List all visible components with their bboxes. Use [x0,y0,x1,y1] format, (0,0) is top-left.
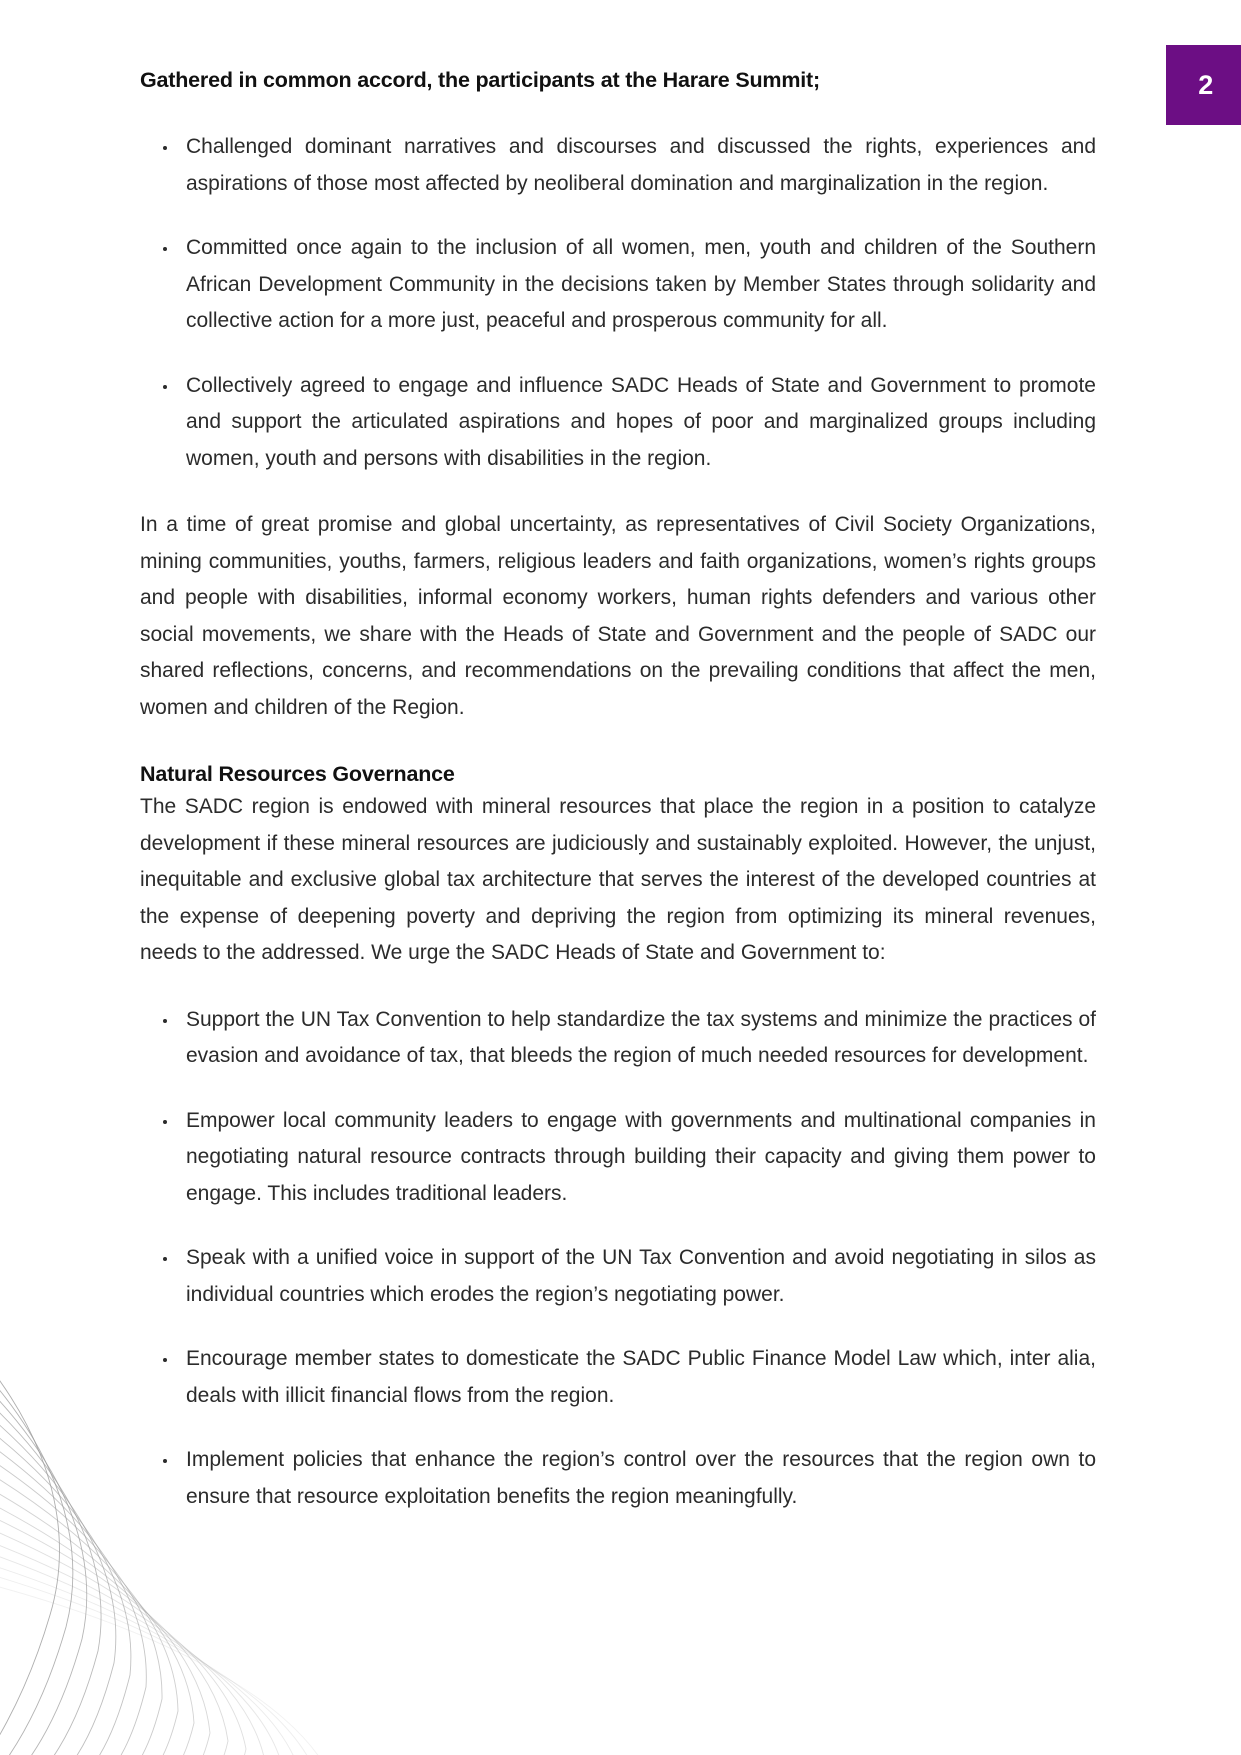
list-item [140,129,1096,202]
bullet-dot-icon [163,1358,167,1362]
list-item [140,368,1096,478]
section-heading-natural-resources-governance: Natural Resources Governance [140,762,455,786]
list-item [140,1002,1096,1075]
list-item-text: Implement policies that enhance the region’s control over the resources that the region own to ensure that resource exploitation benefits the region meaningfully. [186,1448,1096,1508]
bullet-dot-icon [163,1120,167,1124]
list-item [140,1341,1096,1414]
list-item-text: Speak with a unified voice in support of the UN Tax Convention and avoid negotiating in silos as individual countries which erodes the region’s negotiating power. [186,1246,1096,1306]
list-item [140,1240,1096,1313]
bullet-dot-icon [163,385,167,389]
intro-paragraph: In a time of great promise and global uncertainty, as representatives of Civil Society Organizations, mining communities, youths, farmers, religious leaders and faith organizations, women’s rights groups and people with disabilities, informal economy workers, human rights defenders and various other social movements, we share with the Heads of State and Government and the people of SADC our shared reflections, concerns, and recommendations on the prevailing conditions that affect the men, women and children of the Region. [140,513,1096,719]
bullet-dot-icon [163,1019,167,1023]
spacer [140,477,1096,507]
intro-heading: Gathered in common accord, the participants at the Harare Summit; [140,68,820,92]
bullet-dot-icon [163,146,167,150]
list-item-text: Support the UN Tax Convention to help standardize the tax systems and minimize the practices of evasion and avoidance of tax, that bleeds the region of much needed resources for development. [186,1007,1096,1067]
spacer [140,726,1096,762]
spacer [140,972,1096,1002]
list-item-text: Collectively agreed to engage and influence SADC Heads of State and Government to promote and support the articulated aspirations and hopes of poor and marginalized groups including women, youth and persons with disabilities in the region. [186,373,1096,470]
page-number-badge: 2 [1166,45,1241,125]
document-body [140,68,1096,1515]
list-item-text: Empower local community leaders to engage with governments and multinational companies in negotiating natural resource contracts through building their capacity and giving them power to engage. This includes traditional leaders. [186,1108,1096,1205]
bullet-dot-icon [163,1257,167,1261]
list-item-text: Committed once again to the inclusion of all women, men, youth and children of the Southern African Development Community in the decisions taken by Member States through solidarity and collective action for a more just, peaceful and prosperous community for all. [186,236,1096,332]
list-item [140,230,1096,340]
bullet-dot-icon [163,247,167,251]
section-paragraph: The SADC region is endowed with mineral resources that place the region in a position to catalyze development if these mineral resources are judiciously and sustainably exploited. However, the unjust, inequitable and exclusive global tax architecture that serves the interest of the developed countries at the expense of deepening poverty and depriving the region from optimizing its mineral revenues, needs to the addressed. We urge the SADC Heads of State and Government to: [140,795,1096,964]
list-item-text: Challenged dominant narratives and discourses and discussed the rights, experiences and aspirations of those most affected by neoliberal domination and marginalization in the region. [186,135,1096,195]
section-bullet-list [140,1002,1096,1516]
intro-bullet-list [140,129,1096,477]
list-item-text: Encourage member states to domesticate the SADC Public Finance Model Law which, inter alia, deals with illicit financial flows from the region. [186,1347,1096,1407]
bullet-dot-icon [163,1459,167,1463]
spacer [140,99,1096,129]
list-item [140,1103,1096,1213]
list-item [140,1442,1096,1515]
